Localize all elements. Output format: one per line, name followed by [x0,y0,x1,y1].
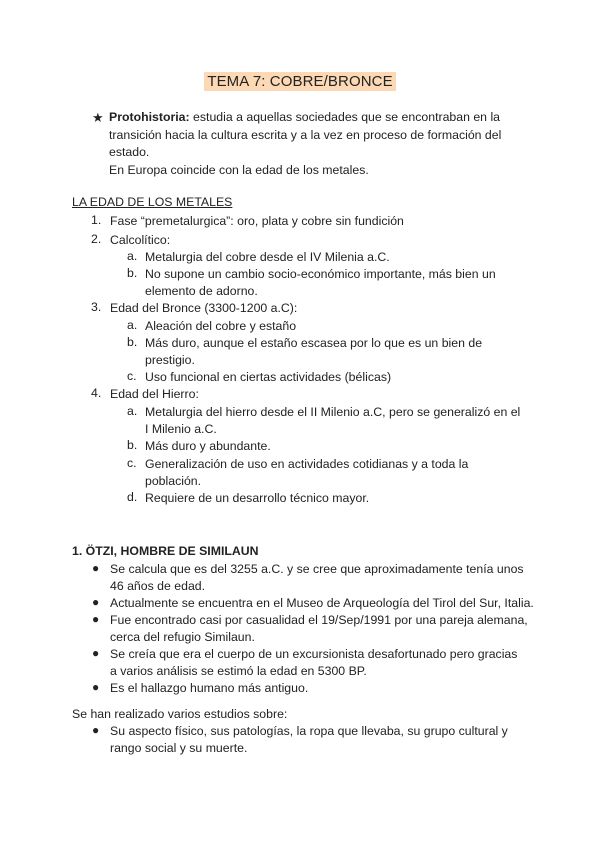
bullet-icon: ● [92,612,100,626]
bullet-text: Se calcula que es del 3255 a.C. y se cree que aproximadamente tenía unos 46 años de edad. [110,562,524,593]
sub-letter: b. [127,266,138,280]
sub-letter: a. [127,249,138,263]
list-number: 3. [91,300,102,314]
list-item-text: Calcolítico: [110,233,171,247]
bullet-icon: ● [92,680,100,694]
sub-letter: b. [127,335,138,349]
list-item-text: Edad del Bronce (3300-1200 a.C): [110,301,298,315]
sub-letter: b. [127,438,138,452]
metales-heading: LA EDAD DE LOS METALES [72,195,233,209]
list-item-text: Edad del Hierro: [110,387,199,401]
sub-letter: a. [127,404,138,418]
page-title: TEMA 7: COBRE/BRONCE [204,72,395,91]
star-bullet-icon: ★ [92,110,104,125]
title-wrap [0,72,600,91]
bullet-text: Se creía que era el cuerpo de un excursionista desafortunado pero gracias a varios análisis se estimó la edad en 5300 BP. [110,647,518,678]
sub-letter: c. [127,456,137,470]
intro-definition: estudia a aquellas sociedades que se encontraban en la transición hacia la cultura escrita y a la vez en proceso de formación del estado. [109,110,502,159]
sub-letter: a. [127,318,138,332]
intro-text [109,109,541,179]
list-number: 1. [91,213,102,227]
sub-letter: c. [127,369,137,383]
bullet-icon: ● [92,561,100,575]
sub-item-text: Generalización de uso en actividades cotidianas y a toda la población. [145,457,469,488]
bullet-text: Fue encontrado casi por casualidad el 19/Sep/1991 por una pareja alemana, cerca del refugio Similaun. [110,613,528,644]
sub-item-text: Metalurgia del hierro desde el II Milenio a.C, pero se generalizó en el I Milenio a.C. [145,405,521,436]
list-number: 4. [91,386,102,400]
list-number: 2. [91,232,102,246]
sub-item-text: Aleación del cobre y estaño [145,319,297,333]
bullet-icon: ● [92,723,100,737]
studies-intro: Se han realizado varios estudios sobre: [72,707,288,721]
sub-item-text: Más duro y abundante. [145,439,271,453]
list-item-text: Fase “premetalurgica”: oro, plata y cobre sin fundición [110,214,404,228]
intro-term: Protohistoria: [109,110,190,124]
bullet-text: Es el hallazgo humano más antiguo. [110,681,309,695]
sub-item-text: Más duro, aunque el estaño escasea por lo que es un bien de prestigio. [145,336,483,367]
bullet-text: Su aspecto físico, sus patologías, la ropa que llevaba, su grupo cultural y rango social y su muerte. [110,724,508,755]
bullet-text: Actualmente se encuentra en el Museo de Arqueología del Tirol del Sur, Italia. [110,596,534,610]
sub-item-text: No supone un cambio socio-económico importante, más bien un elemento de adorno. [145,267,496,298]
intro-extra: En Europa coincide con la edad de los metales. [109,162,369,177]
sub-letter: d. [127,490,138,504]
otzi-heading: 1. ÖTZI, HOMBRE DE SIMILAUN [72,544,259,558]
bullet-icon: ● [92,646,100,660]
sub-item-text: Metalurgia del cobre desde el IV Milenia a.C. [145,250,390,264]
sub-item-text: Requiere de un desarrollo técnico mayor. [145,491,370,505]
sub-item-text: Uso funcional en ciertas actividades (bélicas) [145,370,392,384]
bullet-icon: ● [92,595,100,609]
